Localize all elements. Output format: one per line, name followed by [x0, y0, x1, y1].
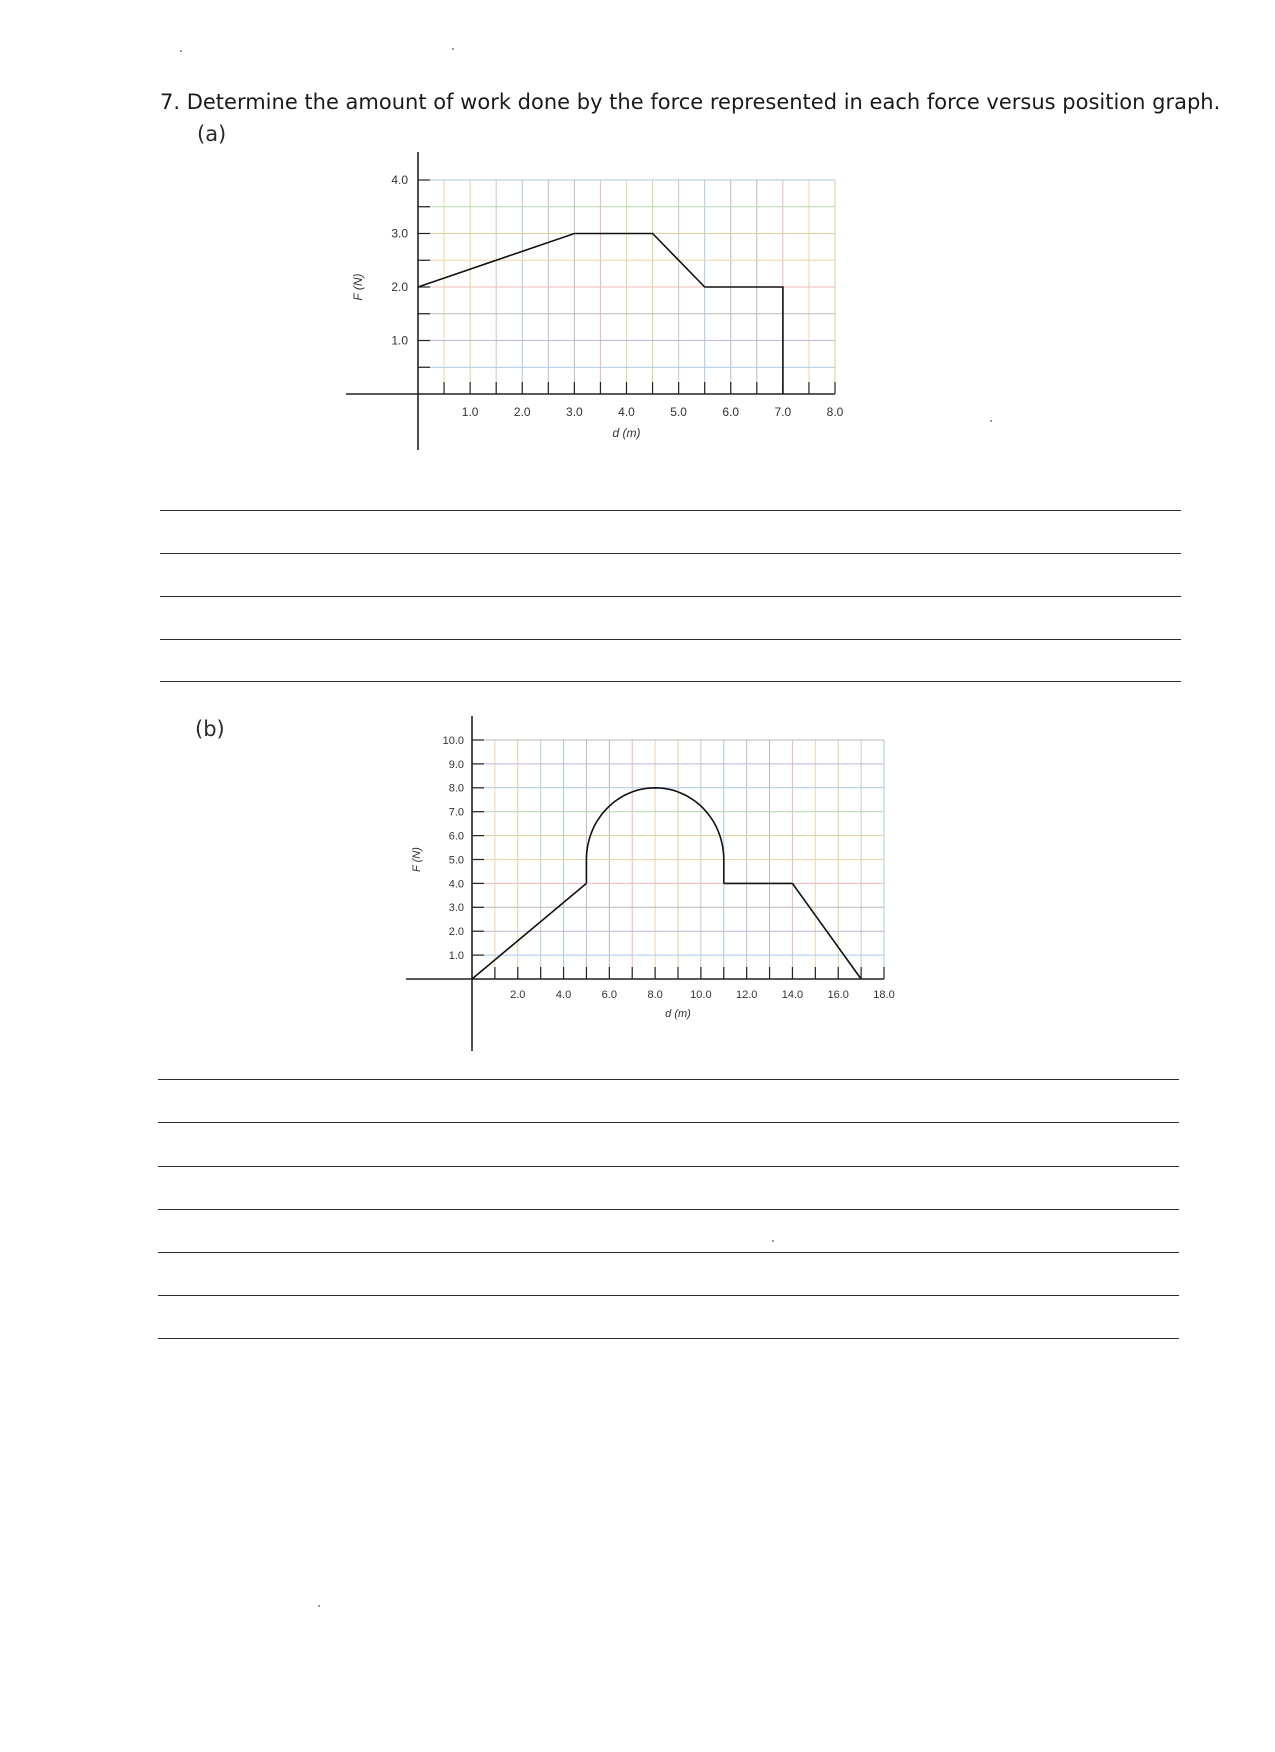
y-tick-label: 10.0	[442, 734, 464, 747]
part-a-label: (a)	[197, 122, 227, 146]
scan-speck	[990, 420, 992, 422]
y-tick-label: 3.0	[391, 226, 408, 241]
part-b-label: (b)	[195, 717, 225, 741]
x-tick-label: 16.0	[827, 989, 849, 1001]
x-axis-title: d (m)	[612, 426, 641, 440]
x-tick-label: 6.0	[722, 405, 740, 419]
scan-speck	[318, 1605, 320, 1607]
x-tick-label: 3.0	[566, 405, 583, 419]
x-tick-label: 4.0	[618, 405, 635, 419]
y-tick-label: 2.0	[448, 926, 464, 939]
answer-line[interactable]	[158, 1079, 1179, 1080]
x-tick-label: 5.0	[670, 405, 687, 419]
answer-line[interactable]	[158, 1209, 1179, 1210]
y-tick-label: 4.0	[391, 173, 408, 188]
y-tick-label: 2.0	[391, 280, 408, 295]
answer-line[interactable]	[160, 681, 1181, 682]
x-tick-label: 12.0	[735, 989, 758, 1001]
x-tick-label: 7.0	[774, 405, 792, 419]
answer-line[interactable]	[160, 553, 1181, 554]
answer-line[interactable]	[160, 596, 1181, 597]
y-tick-label: 6.0	[448, 830, 464, 843]
x-tick-label: 6.0	[601, 989, 617, 1001]
y-tick-label: 5.0	[448, 854, 464, 867]
y-axis-title: F (N)	[411, 847, 423, 872]
y-tick-label: 1.0	[391, 333, 408, 348]
scan-speck	[772, 1240, 774, 1242]
x-tick-label: 8.0	[826, 405, 844, 419]
question-text: 7. Determine the amount of work done by the force represented in each force versus position graph.	[160, 90, 1221, 114]
y-tick-label: 1.0	[448, 949, 464, 962]
x-tick-label: 2.0	[510, 989, 526, 1001]
answer-line[interactable]	[158, 1166, 1179, 1167]
y-axis-title: F (N)	[351, 273, 365, 301]
scan-speck	[180, 50, 182, 52]
y-tick-label: 7.0	[448, 806, 464, 819]
x-tick-label: 14.0	[781, 989, 804, 1001]
y-tick-label: 3.0	[448, 902, 464, 915]
y-tick-label: 8.0	[448, 782, 464, 795]
x-tick-label: 18.0	[873, 989, 895, 1001]
answer-line[interactable]	[158, 1295, 1179, 1296]
answer-line[interactable]	[158, 1252, 1179, 1253]
answer-line[interactable]	[160, 639, 1181, 640]
y-tick-label: 9.0	[448, 758, 464, 771]
scan-speck	[452, 48, 454, 50]
x-tick-label: 2.0	[513, 405, 531, 419]
x-tick-label: 8.0	[647, 989, 663, 1001]
x-tick-label: 1.0	[461, 405, 479, 419]
y-tick-label: 4.0	[448, 878, 464, 891]
answer-line[interactable]	[158, 1122, 1179, 1123]
answer-line[interactable]	[158, 1338, 1179, 1339]
x-axis-title: d (m)	[665, 1008, 691, 1020]
x-tick-label: 10.0	[690, 989, 712, 1001]
answer-line[interactable]	[160, 510, 1181, 511]
x-tick-label: 4.0	[555, 989, 572, 1001]
